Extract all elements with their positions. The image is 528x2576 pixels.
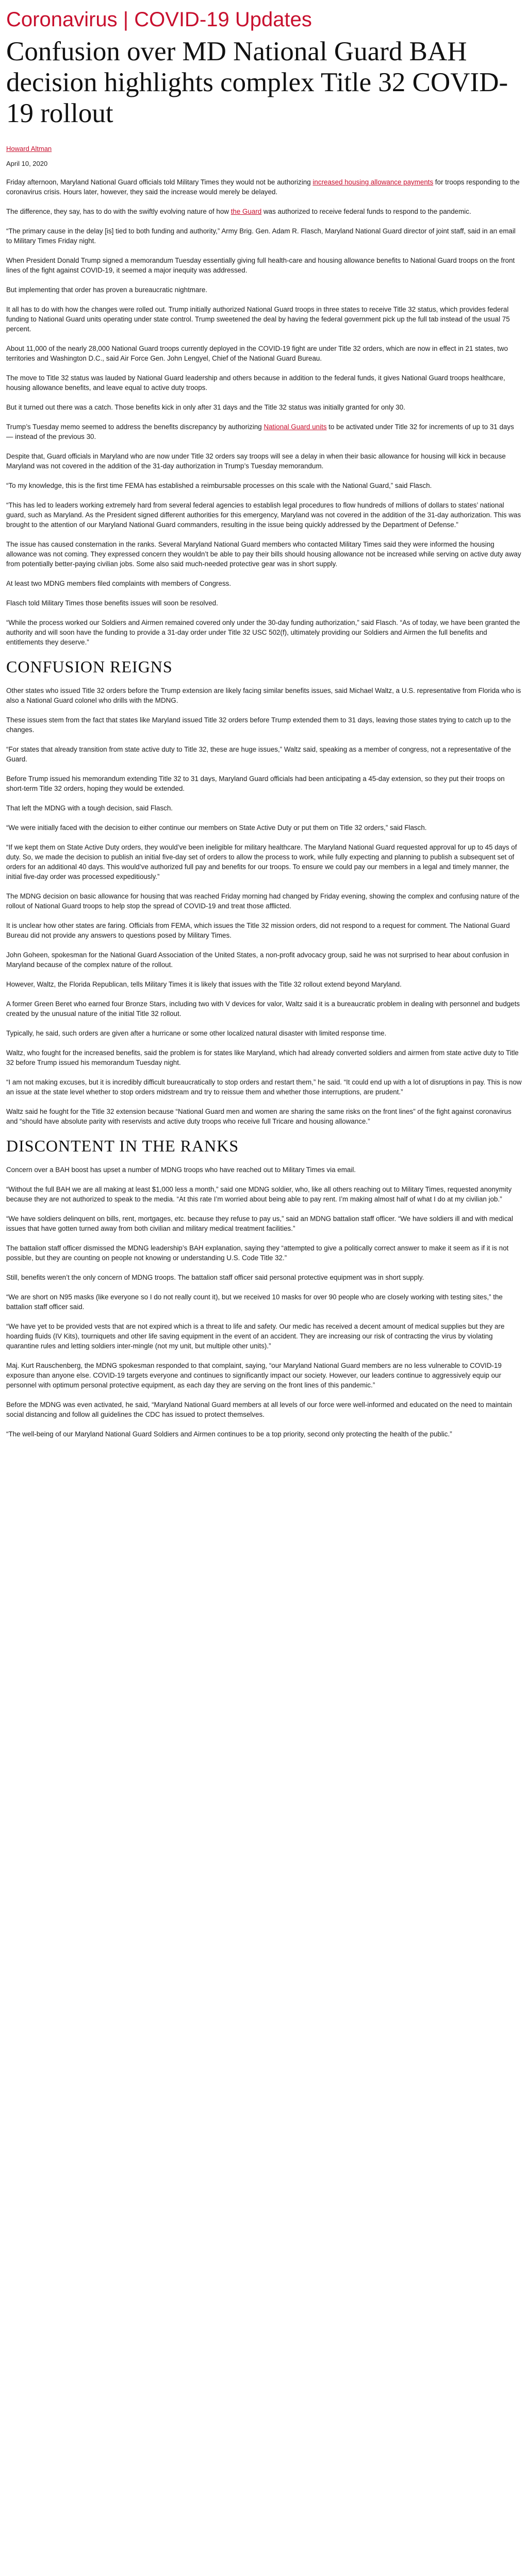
paragraph: It all has to do with how the changes were rolled out. Trump initially authorized National Guard troops in three states to receive Title 32 status, which provides federal funding to National Guard units operating under state control. Trump sweetened the deal by having the federal government pick up the full tab instead of the usual 75 percent. bbox=[6, 306, 510, 333]
article-body bbox=[6, 177, 522, 1439]
section-heading-discontent: DISCONTENT IN THE RANKS bbox=[6, 1137, 239, 1155]
the-guard-link[interactable]: the Guard bbox=[230, 208, 262, 215]
national-guard-units-link[interactable]: National Guard units bbox=[263, 423, 327, 431]
section-kicker-link[interactable]: Coronavirus | COVID-19 Updates bbox=[6, 8, 312, 31]
paragraph: “We have soldiers delinquent on bills, rent, mortgages, etc. because they refuse to pay us,” said an MDNG battalion staff officer. “We have soldiers ill and with medical issues that have gotten turned away from both civilian and military medical treatment facilities.” bbox=[6, 1215, 513, 1232]
paragraph: Before the MDNG was even activated, he said, “Maryland National Guard members at all levels of our force were well-informed and educated on the need to maintain social distancing and follow all guidelines the CDC has issued to protect themselves. bbox=[6, 1401, 512, 1418]
section-heading-confusion: CONFUSION REIGNS bbox=[6, 657, 173, 676]
paragraph: Before Trump issued his memorandum extending Title 32 to 31 days, Maryland Guard officials had been anticipating a 45-day extension, so they put their troops on short-term Title 32 orders, hoping they would be extended. bbox=[6, 775, 505, 792]
paragraph: A former Green Beret who earned four Bronze Stars, including two with V devices for valor, Waltz said it is a bureaucratic problem in dealing with personnel and budgets created by the unusual nature of the initial Title 32 rollout. bbox=[6, 1000, 520, 1018]
paragraph: Maj. Kurt Rauschenberg, the MDNG spokesman responded to that complaint, saying, “our Maryland National Guard members are no less vulnerable to COVID-19 exposure than anyone else. COVID-19 targets everyone and continues to significantly impact our society. However, our leaders continue to aggressively equip our personnel with optimum personal protective equipment, as each day they are serving on the front lines of this pandemic.” bbox=[6, 1362, 502, 1389]
housing-allowance-link[interactable]: increased housing allowance payments bbox=[312, 178, 434, 186]
byline-author-link[interactable]: Howard Altman bbox=[6, 145, 52, 152]
paragraph: “While the process worked our Soldiers and Airmen remained covered only under the 30-day funding authorization,” said Flasch. “As of today, we have been granted the authority and will soon have the funding to provide a 31-day order under Title 32 USC 502(f), ultimately providing our Soldiers and Airmen the full benefits and entitlements they deserve.” bbox=[6, 619, 520, 646]
paragraph: Flasch told Military Times those benefits issues will soon be resolved. bbox=[6, 599, 218, 607]
paragraph: Trump’s Tuesday memo seemed to address the benefits discrepancy by authorizing National Guard units to be activated under Title 32 for increments of up to 31 days — instead of the previous 30. bbox=[6, 423, 514, 440]
paragraph: About 11,000 of the nearly 28,000 National Guard troops currently deployed in the COVID-19 fight are under Title 32 orders, which are now in effect in 21 states, two territories and Washington D.C., said Air Force Gen. John Lengyel, Chief of the National Guard Bureau. bbox=[6, 345, 508, 362]
paragraph: But implementing that order has proven a bureaucratic nightmare. bbox=[6, 286, 208, 294]
paragraph: “For states that already transition from state active duty to Title 32, these are huge issues,” Waltz said, speaking as a member of congress, not a representative of the Guard. bbox=[6, 745, 511, 763]
paragraph: Waltz said he fought for the Title 32 extension because “National Guard men and women are sharing the same risks on the front lines” of the fight against coronavirus and “should have absolute parity with reservists and active duty troops who receive full Tricare and housing allowance.” bbox=[6, 1108, 512, 1125]
paragraph: The move to Title 32 status was lauded by National Guard leadership and others because in addition to the federal funds, it gives National Guard troops healthcare, housing allowance benefits, and leave equal to active duty troops. bbox=[6, 374, 505, 392]
paragraph: “The primary cause in the delay [is] tied to both funding and authority,” Army Brig. Gen. Adam R. Flasch, Maryland National Guard director of joint staff, said in an email to Military Times Friday night. bbox=[6, 227, 516, 245]
headline: Confusion over MD National Guard BAH decision highlights complex Title 32 COVID-19 rollout bbox=[6, 37, 508, 128]
paragraph: “We have yet to be provided vests that are not expired which is a threat to life and safety. Our medic has received a decent amount of medical supplies but they are hoarding fluids (IV Kits), tourniquets and other life saving equipment in the event of an accident. They are increasing our risk of contracting the virus by violating quarantine rules and letting soldiers inter-mingle (not my unit, but multiple other units).” bbox=[6, 1323, 505, 1350]
paragraph: “The well-being of our Maryland National Guard Soldiers and Airmen continues to be a top priority, second only protecting the health of the public.” bbox=[6, 1430, 452, 1438]
paragraph: Despite that, Guard officials in Maryland who are now under Title 32 orders say troops will see a delay in when their basic allowance for housing will kick in because Maryland was not covered in the addition of the 31-day authorization in Trump’s Tuesday memorandum. bbox=[6, 452, 506, 470]
paragraph: “This has led to leaders working extremely hard from several federal agencies to establish legal procedures to flow hundreds of millions of dollars to states’ national guard, such as Maryland. As the President signed different authorities for this emergency, Maryland was not covered in the addition of the 31-day authorization. This was brought to the attention of our Maryland National Guard commanders, resulting in the issue being quickly addressed by the Department of Defense.” bbox=[6, 501, 521, 529]
paragraph: Still, benefits weren’t the only concern of MDNG troops. The battalion staff officer said personal protective equipment was in short supply. bbox=[6, 1274, 424, 1281]
paragraph: John Goheen, spokesman for the National Guard Association of the United States, a non-profit advocacy group, said he was not surprised to hear about confusion in Maryland because of the complex nature of the rollout. bbox=[6, 951, 509, 969]
paragraph: The battalion staff officer dismissed the MDNG leadership’s BAH explanation, saying they “attempted to give a politically correct answer to make it seem as if it is not possible, but they are counting on people not knowing or understanding U.S. Code Title 32.” bbox=[6, 1244, 509, 1262]
paragraph: It is unclear how other states are faring. Officials from FEMA, which issues the Title 32 mission orders, did not respond to a request for comment. The National Guard Bureau did not provide any answers to questions posed by Military Times. bbox=[6, 922, 510, 939]
paragraph: Other states who issued Title 32 orders before the Trump extension are likely facing similar benefits issues, said Michael Waltz, a U.S. representative from Florida who is also a National Guard colonel who drills with the MDNG. bbox=[6, 687, 521, 704]
paragraph: “We were initially faced with the decision to either continue our members on State Active Duty or put them on Title 32 orders,” said Flasch. bbox=[6, 824, 427, 832]
paragraph: Friday afternoon, Maryland National Guard officials told Military Times they would not be authorizing increased housing allowance payments for troops responding to the coronavirus crisis. Hours later, however, they said the increase would merely be delayed. bbox=[6, 178, 520, 196]
paragraph: “We are short on N95 masks (like everyone so I do not really count it), but we received 10 masks for over 90 people who are closely working with testing sites,” the battalion staff officer said. bbox=[6, 1293, 503, 1311]
paragraph: But it turned out there was a catch. Those benefits kick in only after 31 days and the Title 32 status was initially granted for only 30. bbox=[6, 403, 405, 411]
paragraph: “To my knowledge, this is the first time FEMA has established a reimbursable processes on this scale with the National Guard,” said Flasch. bbox=[6, 482, 432, 489]
paragraph: “Without the full BAH we are all making at least $1,000 less a month,” said one MDNG soldier, who, like all others reaching out to Military Times, requested anonymity because they are not authorized to speak to the media. “At this rate I’m worried about being able to pay rent. I’m making almost half of what I do at my civilian job.” bbox=[6, 1185, 512, 1203]
paragraph: “I am not making excuses, but it is incredibly difficult bureaucratically to stop orders and restart them,” he said. “It could end up with a lot of disruptions in pay. This is now an issue at the state level whether to stop orders midstream and try to reissue them and whether those interruptions, are prudent.” bbox=[6, 1078, 522, 1096]
paragraph: That left the MDNG with a tough decision, said Flasch. bbox=[6, 804, 173, 812]
paragraph: These issues stem from the fact that states like Maryland issued Title 32 orders before Trump extended them to 31 days, leaving those states trying to catch up to the changes. bbox=[6, 716, 511, 734]
paragraph: The issue has caused consternation in the ranks. Several Maryland National Guard members who contacted Military Times said they were informed the housing allowance was not coming. They expressed concern they wouldn’t be able to pay their bills should housing allowance not be increased while serving on active duty away from potentially better-paying civilian jobs. Some also said much-needed protective gear was in short supply. bbox=[6, 540, 521, 568]
paragraph: At least two MDNG members filed complaints with members of Congress. bbox=[6, 580, 232, 587]
paragraph: Typically, he said, such orders are given after a hurricane or some other localized natural disaster with limited response time. bbox=[6, 1029, 387, 1037]
paragraph: Waltz, who fought for the increased benefits, said the problem is for states like Maryland, which had already converted soldiers and airmen from state active duty to Title 32 before Trump issued his memorandum Tuesday night. bbox=[6, 1049, 519, 1066]
paragraph: When President Donald Trump signed a memorandum Tuesday essentially giving full health-care and housing allowance benefits to National Guard troops on the front lines of the fight against COVID-19, it seemed a major inequity was addressed. bbox=[6, 257, 515, 274]
publish-date: April 10, 2020 bbox=[6, 160, 48, 167]
paragraph: “If we kept them on State Active Duty orders, they would’ve been ineligible for military healthcare. The Maryland National Guard requested approval for up to 45 days of duty. So, we made the decision to publish an initial five-day set of orders to allow the process to work, while fully expecting and planning to publish a subsequent set of orders for an additional 40 days. This would’ve authorized full pay and benefits for our troops. To ensure we could pay our members in a legal and timely manner, the initial five-day order was processed expeditiously.” bbox=[6, 843, 517, 880]
paragraph: The MDNG decision on basic allowance for housing that was reached Friday morning had changed by Friday evening, showing the complex and confusing nature of the rollout of National Guard troops to help stop the spread of COVID-19 and treat those afflicted. bbox=[6, 892, 520, 910]
paragraph: The difference, they say, has to do with the swiftly evolving nature of how the Guard was authorized to receive federal funds to respond to the pandemic. bbox=[6, 208, 471, 215]
paragraph: Concern over a BAH boost has upset a number of MDNG troops who have reached out to Military Times via email. bbox=[6, 1166, 356, 1174]
paragraph: However, Waltz, the Florida Republican, tells Military Times it is likely that issues with the Title 32 rollout extend beyond Maryland. bbox=[6, 980, 402, 988]
